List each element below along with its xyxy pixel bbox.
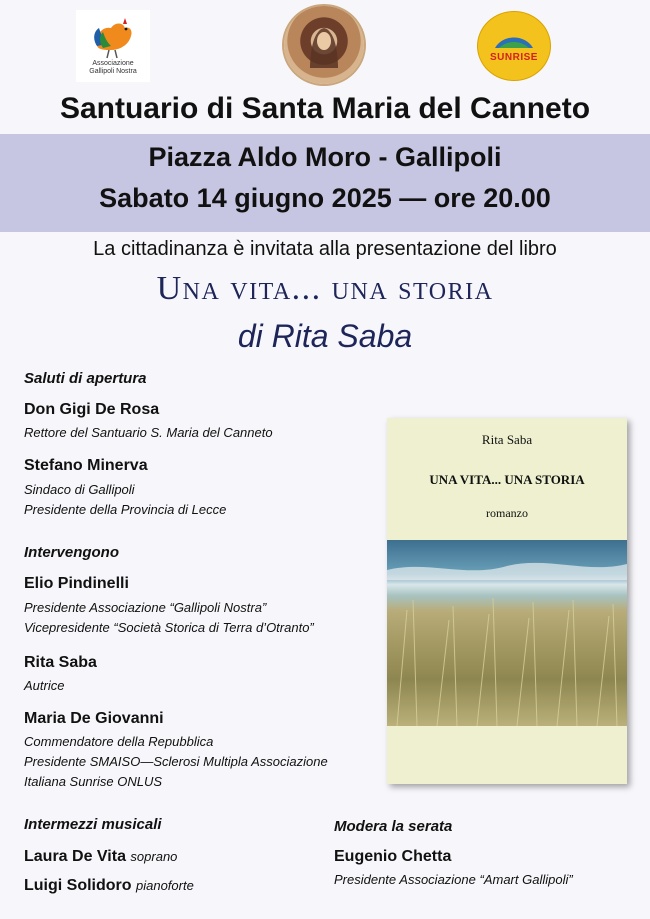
role-line: Presidente SMAISO—Sclerosi Multipla Associazione — [24, 754, 328, 769]
role-line: Sindaco di Gallipoli — [24, 482, 135, 497]
music-heading: Intermezzi musicali — [24, 816, 162, 833]
speaker-role — [24, 676, 64, 696]
greetings-heading: Saluti di apertura — [24, 370, 147, 387]
cover-seascape-photo — [387, 540, 627, 726]
role-line: Presidente della Provincia di Lecce — [24, 502, 227, 517]
logo-row — [0, 6, 650, 86]
speaker-role — [24, 732, 328, 792]
sunrise-logo — [478, 12, 550, 80]
rooster-icon — [89, 16, 137, 60]
performer-row — [24, 877, 194, 895]
performer-instrument: pianoforte — [136, 878, 194, 893]
performer-row — [24, 848, 177, 866]
venue-place: Piazza Aldo Moro - Gallipoli — [148, 142, 502, 172]
speaker-name: Rita Saba — [24, 654, 97, 671]
speaker-name: Don Gigi De Rosa — [24, 401, 160, 418]
speaker-name: Stefano Minerva — [24, 457, 148, 474]
gallipoli-nostra-logo — [76, 10, 150, 82]
book-author: di Rita Saba — [237, 318, 413, 354]
logo-caption-2: Gallipoli Nostra — [89, 68, 137, 75]
performer-instrument: soprano — [130, 849, 178, 864]
logo-caption-1: Associazione — [92, 60, 134, 67]
role-line: Presidente Associazione “Gallipoli Nostra” — [24, 600, 267, 615]
performer-name: Luigi Solidoro — [24, 877, 132, 894]
cover-author: Rita Saba — [481, 432, 533, 447]
role-line: Autrice — [24, 678, 65, 693]
speaker-role — [24, 598, 314, 638]
book-cover — [387, 418, 627, 784]
role-line: Vicepresidente “Società Storica di Terra d’Otranto” — [24, 620, 314, 635]
book-title: Una vita... una storia — [156, 270, 494, 307]
role-line: Commendatore della Repubblica — [24, 734, 214, 749]
speaker-name: Maria De Giovanni — [24, 710, 164, 727]
madonna-portrait-icon — [284, 6, 364, 84]
event-date-time: Sabato 14 giugno 2025 — ore 20.00 — [99, 183, 551, 213]
sunrise-wordmark: SUNRISE — [490, 51, 538, 63]
sun-wave-icon — [491, 30, 537, 52]
cover-title: UNA VITA... UNA STORIA — [429, 472, 585, 487]
moderator-name: Eugenio Chetta — [334, 848, 452, 865]
cover-genre: romanzo — [486, 506, 528, 520]
invitation-text: La cittadinanza è invitata alla presentazione del libro — [93, 238, 557, 260]
role-line: Italiana Sunrise ONLUS — [24, 774, 163, 789]
grass-icon — [387, 540, 627, 726]
moderator-heading: Modera la serata — [334, 818, 453, 835]
speaker-role — [24, 423, 273, 443]
speaker-role — [24, 480, 226, 520]
moderator-role — [334, 870, 573, 890]
role-line: Presidente Associazione “Amart Gallipoli” — [334, 872, 573, 887]
role-line: Rettore del Santuario S. Maria del Canneto — [24, 425, 273, 440]
speakers-heading: Intervengono — [24, 544, 120, 561]
performer-name: Laura De Vita — [24, 848, 126, 865]
venue-title: Santuario di Santa Maria del Canneto — [59, 92, 591, 125]
speaker-name: Elio Pindinelli — [24, 575, 129, 592]
